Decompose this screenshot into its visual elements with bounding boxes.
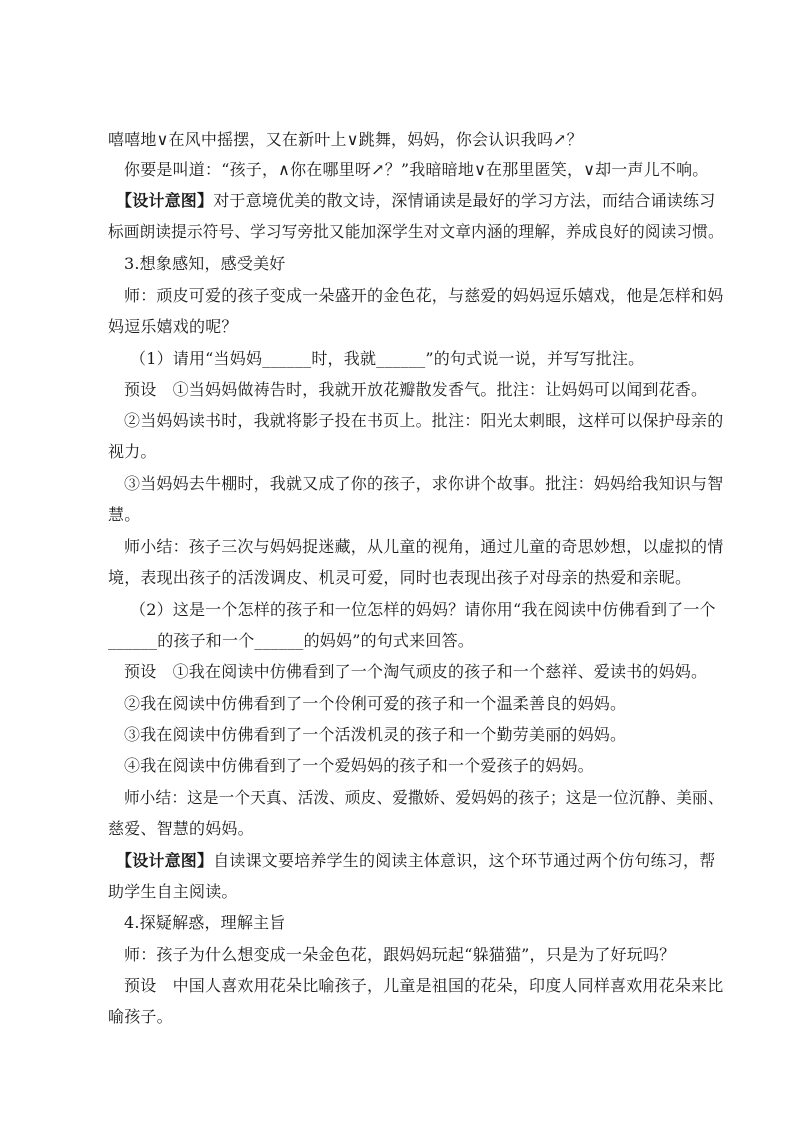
paragraph-line: 视力。 bbox=[108, 442, 157, 461]
design-intent-paragraph bbox=[116, 191, 715, 211]
design-intent-tag: 【设计意图】 bbox=[116, 851, 214, 870]
paragraph-line: 标画朗读提示符号、学习写旁批又能加深学生对文章内涵的理解，养成良好的阅读习惯。 bbox=[108, 222, 724, 241]
paragraph-line: 慈爱、智慧的妈妈。 bbox=[108, 819, 254, 838]
design-intent-paragraph bbox=[116, 851, 715, 871]
paragraph-line: 师：孩子为什么想变成一朵金色花，跟妈妈玩起“躲猫猫”，只是为了好玩吗？ bbox=[124, 945, 676, 964]
paragraph-line: ______的孩子和一个______的妈妈”的句式来回答。 bbox=[108, 631, 474, 650]
paragraph-line: 妈逗乐嬉戏的呢？ bbox=[108, 317, 238, 336]
section-heading: 3.想象感知，感受美好 bbox=[124, 254, 286, 273]
paragraph-line: 嘻嘻地∨在风中摇摆，又在新叶上∨跳舞，妈妈，你会认识我吗↗？ bbox=[108, 130, 583, 149]
paragraph-line: ②我在阅读中仿佛看到了一个伶俐可爱的孩子和一个温柔善良的妈妈。 bbox=[124, 694, 627, 713]
paragraph-text: 对于意境优美的散文诗，深情诵读是最好的学习方法，而结合诵读练习 bbox=[213, 191, 716, 210]
question-line: （2）这是一个怎样的孩子和一位怎样的妈妈？请你用“我在阅读中仿佛看到了一个 bbox=[130, 600, 716, 619]
paragraph-line: 喻孩子。 bbox=[108, 1007, 173, 1026]
paragraph-line: ③我在阅读中仿佛看到了一个活泼机灵的孩子和一个勤劳美丽的妈妈。 bbox=[124, 725, 627, 744]
question-line: （1）请用“当妈妈______时，我就______”的句式说一说，并写写批注。 bbox=[130, 349, 645, 368]
paragraph-line: ②当妈妈读书时，我就将影子投在书页上。批注：阳光太刺眼，这样可以保护母亲的 bbox=[124, 411, 724, 430]
paragraph-line: ③当妈妈去牛棚时，我就又成了你的孩子，求你讲个故事。批注：妈妈给我知识与智 bbox=[124, 474, 724, 493]
paragraph-line: 预设 中国人喜欢用花朵比喻孩子，儿童是祖国的花朵，印度人同样喜欢用花朵来比 bbox=[124, 976, 724, 995]
paragraph-line: 你要是叫道：“孩子，∧你在哪里呀↗？”我暗暗地∨在那里匿笑，∨却一声儿不响。 bbox=[124, 160, 709, 179]
paragraph-line: 师：顽皮可爱的孩子变成一朵盛开的金色花，与慈爱的妈妈逗乐嬉戏，他是怎样和妈 bbox=[124, 286, 724, 305]
paragraph-line: 师小结：这是一个天真、活泼、顽皮、爱撒娇、爱妈妈的孩子；这是一位沉静、美丽、 bbox=[124, 788, 724, 807]
paragraph-line: 助学生自主阅读。 bbox=[108, 882, 238, 901]
paragraph-line: 预设 ①当妈妈做祷告时，我就开放花瓣散发香气。批注：让妈妈可以闻到花香。 bbox=[124, 380, 708, 399]
paragraph-text: 自读课文要培养学生的阅读主体意识，这个环节通过两个仿句练习，帮 bbox=[213, 851, 716, 870]
design-intent-tag: 【设计意图】 bbox=[116, 191, 214, 210]
section-heading: 4.探疑解惑，理解主旨 bbox=[124, 913, 286, 932]
paragraph-line: 师小结：孩子三次与妈妈捉迷藏，从儿童的视角，通过儿童的奇思妙想，以虚拟的情 bbox=[124, 537, 724, 556]
paragraph-line: 慧。 bbox=[108, 505, 141, 524]
paragraph-line: ④我在阅读中仿佛看到了一个爱妈妈的孩子和一个爱孩子的妈妈。 bbox=[124, 756, 594, 775]
paragraph-line: 预设 ①我在阅读中仿佛看到了一个淘气顽皮的孩子和一个慈祥、爱读书的妈妈。 bbox=[124, 662, 708, 681]
paragraph-line: 境，表现出孩子的活泼调皮、机灵可爱，同时也表现出孩子对母亲的热爱和亲昵。 bbox=[108, 568, 692, 587]
